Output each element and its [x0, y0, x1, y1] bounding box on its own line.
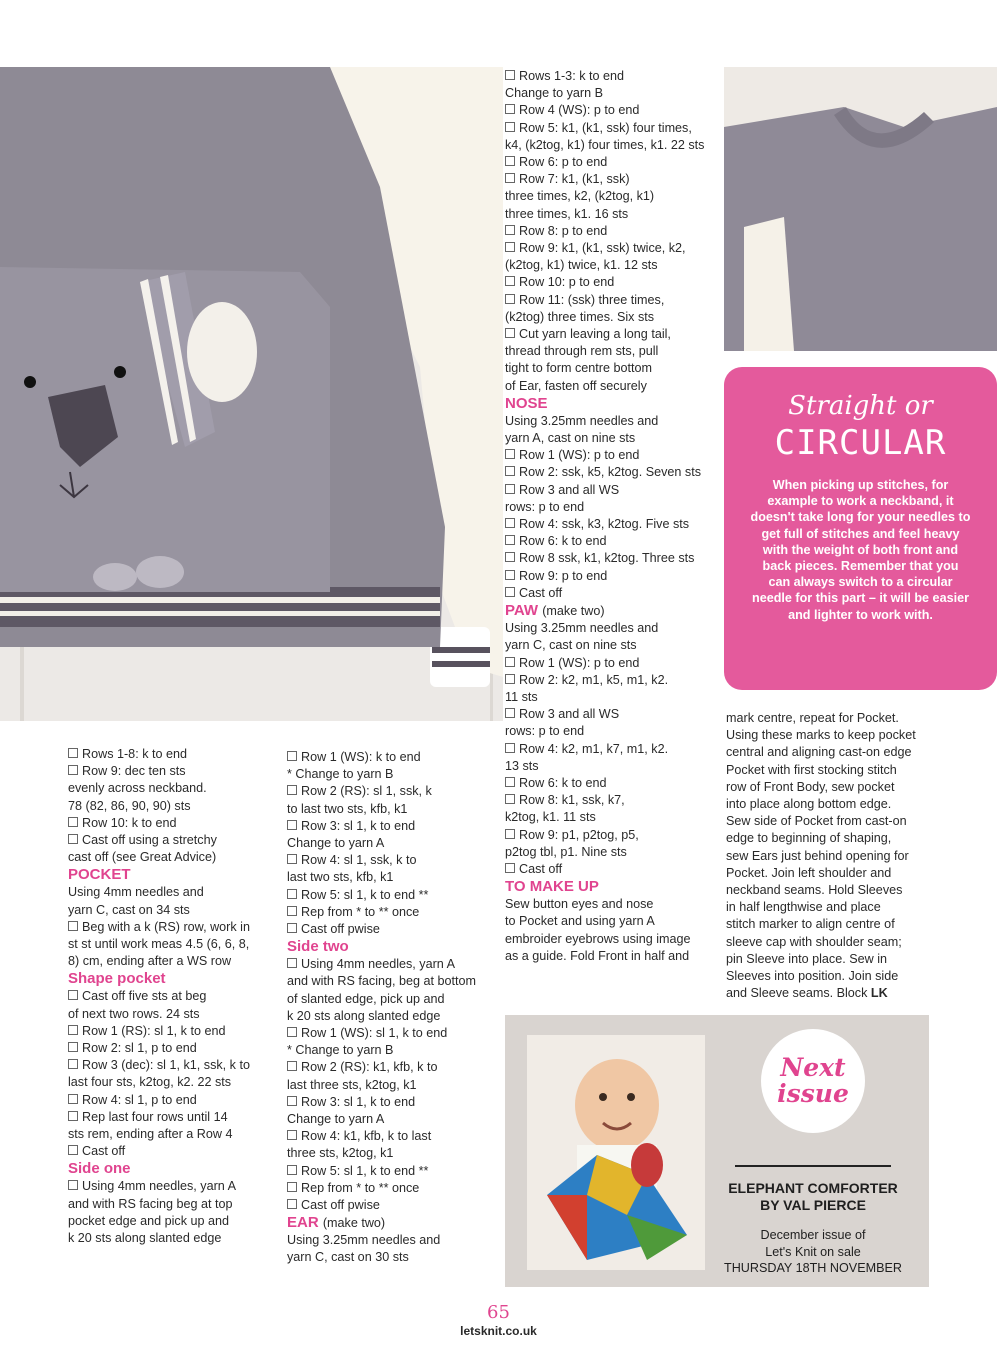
- pattern-line: * Change to yarn B: [287, 767, 394, 782]
- checkbox-icon: [505, 674, 515, 684]
- checkbox-icon: [505, 449, 515, 459]
- pattern-line: Using these marks to keep pocket: [726, 728, 916, 743]
- side-one-heading: Side one: [68, 1160, 131, 1178]
- checkbox-icon: [505, 552, 515, 562]
- checkbox-icon: [68, 1180, 78, 1190]
- checkbox-icon: [68, 748, 78, 758]
- pattern-line: Cast off pwise: [287, 1197, 499, 1214]
- checkbox-icon: [505, 242, 515, 252]
- pattern-line: Rep from * to ** once: [287, 904, 499, 921]
- checkbox-icon: [68, 1025, 78, 1035]
- pattern-line: Pocket. Join left shoulder and: [726, 865, 892, 880]
- pattern-line: Row 11: (ssk) three times,: [505, 292, 721, 309]
- checkbox-icon: [505, 743, 515, 753]
- pattern-line: Sew button eyes and nose: [505, 897, 654, 912]
- checkbox-icon: [505, 794, 515, 804]
- sign-off: LK: [867, 986, 888, 1001]
- checkbox-icon: [505, 484, 515, 494]
- pattern-line: three times, k1. 16 sts: [505, 206, 629, 221]
- pattern-line: Row 9: dec ten sts: [68, 763, 278, 780]
- pattern-line: tight to form centre bottom: [505, 361, 652, 376]
- pattern-line: Row 4: sl 1, ssk, k to: [287, 852, 499, 869]
- tip-box: [724, 367, 997, 690]
- pattern-line: k2tog, k1. 11 sts: [505, 810, 596, 825]
- checkbox-icon: [68, 921, 78, 931]
- checkbox-icon: [287, 906, 297, 916]
- pattern-line: cast off (see Great Advice): [68, 850, 217, 865]
- pattern-line: Using 4mm needles and: [68, 885, 204, 900]
- checkbox-icon: [505, 587, 515, 597]
- pattern-line: as a guide. Fold Front in half and: [505, 948, 690, 963]
- pattern-line: Row 2: sl 1, p to end: [68, 1040, 278, 1057]
- checkbox-icon: [505, 777, 515, 787]
- side-two-heading: Side two: [287, 938, 349, 956]
- promo-divider: [735, 1165, 891, 1167]
- checkbox-icon: [68, 990, 78, 1000]
- pattern-line: Cast off pwise: [287, 921, 499, 938]
- paw-heading: PAW (make two): [505, 602, 605, 620]
- pattern-line: mark centre, repeat for Pocket.: [726, 711, 899, 725]
- checkbox-icon: [287, 1199, 297, 1209]
- checkbox-icon: [505, 570, 515, 580]
- pattern-line: k4, (k2tog, k1) four times, k1. 22 sts: [505, 137, 705, 152]
- pattern-line: Row 1 (WS): k to end: [287, 749, 499, 766]
- site-url: letsknit.co.uk: [460, 1324, 537, 1338]
- pattern-line: Cast off: [505, 861, 721, 878]
- pattern-line: 13 sts: [505, 758, 539, 773]
- pattern-column-3: [505, 68, 721, 965]
- pattern-line: Using 4mm needles, yarn A: [287, 956, 499, 973]
- checkbox-icon: [505, 122, 515, 132]
- pattern-line: 78 (82, 86, 90, 90) sts: [68, 798, 191, 813]
- checkbox-icon: [505, 708, 515, 718]
- pattern-column-4: [726, 710, 956, 1002]
- checkbox-icon: [505, 829, 515, 839]
- checkbox-icon: [505, 518, 515, 528]
- pattern-line: st st until work meas 4.5 (6, 6, 8,: [68, 937, 250, 952]
- pattern-line: yarn A, cast on nine sts: [505, 431, 636, 446]
- checkbox-icon: [505, 225, 515, 235]
- pocket-heading: POCKET: [68, 866, 131, 884]
- checkbox-icon: [287, 751, 297, 761]
- pattern-line: Row 5: sl 1, k to end **: [287, 1163, 499, 1180]
- checkbox-icon: [68, 1111, 78, 1121]
- pattern-line: Row 3 (dec): sl 1, k1, ssk, k to: [68, 1057, 278, 1074]
- checkbox-icon: [287, 1165, 297, 1175]
- pattern-line: yarn C, cast on nine sts: [505, 638, 637, 653]
- pattern-line: Row 4: sl 1, p to end: [68, 1092, 278, 1109]
- checkbox-icon: [68, 765, 78, 775]
- next-issue-details: December issue of Let's Knit on sale THURSDAY 18TH NOVEMBER: [724, 1228, 902, 1275]
- pattern-line: Row 10: k to end: [68, 815, 278, 832]
- pattern-line: Using 3.25mm needles and: [287, 1233, 441, 1248]
- koala-sweater-photo: [0, 67, 503, 721]
- pattern-line: Rep last four rows until 14: [68, 1109, 278, 1126]
- ear-heading: EAR (make two): [287, 1214, 386, 1232]
- pattern-line: pin Sleeve into place. Sew in: [726, 951, 888, 966]
- pattern-line: yarn C, cast on 34 sts: [68, 902, 190, 917]
- checkbox-icon: [287, 1061, 297, 1071]
- pattern-line: yarn C, cast on 30 sts: [287, 1250, 409, 1265]
- checkbox-icon: [68, 1145, 78, 1155]
- pattern-line: of next two rows. 24 sts: [68, 1006, 200, 1021]
- checkbox-icon: [287, 1096, 297, 1106]
- pattern-line: Row 5: k1, (k1, ssk) four times,: [505, 120, 721, 137]
- pattern-line: Row 6: p to end: [505, 154, 721, 171]
- pattern-line: Row 10: p to end: [505, 274, 721, 291]
- pattern-line: row of Front Body, sew pocket: [726, 779, 895, 794]
- pattern-line: sts rem, ending after a Row 4: [68, 1127, 233, 1142]
- checkbox-icon: [287, 958, 297, 968]
- pattern-line: central and aligning cast-on edge: [726, 745, 912, 760]
- pattern-line: pocket edge and pick up and: [68, 1213, 230, 1228]
- pattern-line: 11 sts: [505, 689, 538, 704]
- checkbox-icon: [287, 1182, 297, 1192]
- pattern-line: Rows 1-8: k to end: [68, 746, 278, 763]
- pattern-line: Beg with a k (RS) row, work in: [68, 919, 278, 936]
- pattern-line: Change to yarn A: [287, 836, 385, 851]
- checkbox-icon: [505, 173, 515, 183]
- pattern-line: Pocket with first stocking stitch: [726, 762, 897, 777]
- page-number: 65: [487, 1302, 510, 1323]
- tip-title-1: Straight or: [788, 391, 933, 421]
- pattern-line: to last two sts, kfb, k1: [287, 801, 408, 816]
- checkbox-icon: [505, 535, 515, 545]
- pattern-line: Row 1 (WS): sl 1, k to end: [287, 1025, 499, 1042]
- next-issue-title: ELEPHANT COMFORTER BY VAL PIERCE: [728, 1180, 898, 1213]
- pattern-line: Row 4: ssk, k3, k2tog. Five sts: [505, 516, 721, 533]
- checkbox-icon: [287, 785, 297, 795]
- pattern-line: Row 1 (WS): p to end: [505, 447, 721, 464]
- pattern-column-2: [287, 749, 499, 1267]
- pattern-line: Row 3 and all WS: [505, 706, 721, 723]
- pattern-line: three sts, k2tog, k1: [287, 1146, 394, 1161]
- checkbox-icon: [505, 104, 515, 114]
- pattern-line: rows: p to end: [505, 499, 585, 514]
- pattern-line: and with RS facing beg at top: [68, 1196, 233, 1211]
- pattern-line: Rows 1-3: k to end: [505, 68, 721, 85]
- checkbox-icon: [287, 1130, 297, 1140]
- pattern-line: last two sts, kfb, k1: [287, 870, 394, 885]
- pattern-line: Cast off: [505, 585, 721, 602]
- pattern-column-1: [68, 746, 278, 1247]
- pattern-line: Row 9: p to end: [505, 568, 721, 585]
- pattern-line: Row 8: k1, ssk, k7,: [505, 792, 721, 809]
- pattern-line: Change to yarn B: [505, 86, 604, 101]
- pattern-line: Cast off five sts at beg: [68, 988, 278, 1005]
- pattern-line: of Ear, fasten off securely: [505, 378, 647, 393]
- next-issue-badge: Next issue: [761, 1029, 865, 1133]
- make-up-heading: TO MAKE UP: [505, 878, 599, 896]
- pattern-line: Row 3 and all WS: [505, 482, 721, 499]
- pattern-line: to Pocket and using yarn A: [505, 914, 655, 929]
- pattern-line: Row 4 (WS): p to end: [505, 102, 721, 119]
- checkbox-icon: [505, 466, 515, 476]
- pattern-line: evenly across neckband.: [68, 781, 207, 796]
- checkbox-icon: [68, 1059, 78, 1069]
- checkbox-icon: [287, 889, 297, 899]
- neckband-detail-photo: [724, 67, 997, 351]
- pattern-line: Using 4mm needles, yarn A: [68, 1178, 278, 1195]
- pattern-line: Using 3.25mm needles and: [505, 413, 659, 428]
- pattern-line: (k2tog) three times. Six sts: [505, 309, 655, 324]
- pattern-line: Row 3: sl 1, k to end: [287, 1094, 499, 1111]
- pattern-line: of slanted edge, pick up and: [287, 991, 445, 1006]
- checkbox-icon: [505, 863, 515, 873]
- pattern-line: Row 5: sl 1, k to end **: [287, 887, 499, 904]
- pattern-line: Row 1 (WS): p to end: [505, 655, 721, 672]
- checkbox-icon: [68, 834, 78, 844]
- checkbox-icon: [505, 70, 515, 80]
- pattern-line: sew Ears just behind opening for: [726, 848, 909, 863]
- pattern-line: Cast off: [68, 1143, 278, 1160]
- pattern-line: p2tog tbl, p1. Nine sts: [505, 844, 627, 859]
- nose-heading: NOSE: [505, 394, 548, 412]
- pattern-line: Row 8: p to end: [505, 223, 721, 240]
- checkbox-icon: [505, 156, 515, 166]
- pattern-line: edge to beginning of shaping,: [726, 831, 892, 846]
- checkbox-icon: [287, 820, 297, 830]
- pattern-line: Change to yarn A: [287, 1112, 385, 1127]
- pattern-line: Row 2: ssk, k5, k2tog. Seven sts: [505, 464, 721, 481]
- checkbox-icon: [68, 1094, 78, 1104]
- pattern-line: k 20 sts along slanted edge: [287, 1008, 441, 1023]
- pattern-line: neckband seams. Hold Sleeves: [726, 883, 903, 898]
- pattern-line: last three sts, k2tog, k1: [287, 1077, 417, 1092]
- pattern-line: Sew side of Pocket from cast-on: [726, 814, 907, 829]
- pattern-line: and with RS facing, beg at bottom: [287, 974, 477, 989]
- baby-elephant-comforter-photo: [527, 1035, 705, 1270]
- checkbox-icon: [68, 817, 78, 827]
- checkbox-icon: [287, 923, 297, 933]
- pattern-line: thread through rem sts, pull: [505, 344, 659, 359]
- checkbox-icon: [505, 276, 515, 286]
- pattern-line: stitch marker to align centre of: [726, 917, 895, 932]
- pattern-line: embroider eyebrows using image: [505, 931, 691, 946]
- pattern-line: Row 2 (RS): sl 1, ssk, k: [287, 783, 499, 800]
- pattern-line: into place along bottom edge.: [726, 797, 892, 812]
- pattern-line: Row 2 (RS): k1, kfb, k to: [287, 1059, 499, 1076]
- checkbox-icon: [287, 854, 297, 864]
- shape-pocket-heading: Shape pocket: [68, 970, 166, 988]
- pattern-line: Row 6: k to end: [505, 775, 721, 792]
- tip-body: When picking up stitches, for example to work a neckband, it doesn't take long for your needles to get full of stitches and feel heavy with the weight of both front and back pieces. Remember that you can always switch to a circular needle for this part – it will be easier and lighter to work with.: [750, 478, 971, 622]
- pattern-line: (k2tog, k1) twice, k1. 12 sts: [505, 258, 658, 273]
- pattern-line: Row 6: k to end: [505, 533, 721, 550]
- pattern-line: Row 7: k1, (k1, ssk): [505, 171, 721, 188]
- tip-title-2: CIRCULAR: [774, 423, 947, 463]
- checkbox-icon: [505, 328, 515, 338]
- pattern-line: 8) cm, ending after a WS row: [68, 954, 232, 969]
- pattern-line: k 20 sts along slanted edge: [68, 1231, 222, 1246]
- pattern-line: Row 9: p1, p2tog, p5,: [505, 827, 721, 844]
- pattern-line: Using 3.25mm needles and: [505, 621, 659, 636]
- pattern-line: last four sts, k2tog, k2. 22 sts: [68, 1075, 232, 1090]
- pattern-line: Sleeves into position. Join side: [726, 969, 899, 984]
- pattern-line: and Sleeve seams. Block LK: [726, 986, 888, 1001]
- pattern-line: three times, k2, (k2tog, k1): [505, 189, 655, 204]
- checkbox-icon: [68, 1042, 78, 1052]
- pattern-line: Row 8 ssk, k1, k2tog. Three sts: [505, 550, 721, 567]
- checkbox-icon: [505, 657, 515, 667]
- pattern-line: Row 4: k2, m1, k7, m1, k2.: [505, 741, 721, 758]
- pattern-line: Row 1 (RS): sl 1, k to end: [68, 1023, 278, 1040]
- checkbox-icon: [287, 1027, 297, 1037]
- checkbox-icon: [505, 294, 515, 304]
- pattern-line: Row 9: k1, (k1, ssk) twice, k2,: [505, 240, 721, 257]
- next-issue-promo: [505, 1015, 929, 1287]
- pattern-line: Row 2: k2, m1, k5, m1, k2.: [505, 672, 721, 689]
- pattern-line: sleeve cap with shoulder seam;: [726, 934, 902, 949]
- pattern-line: Row 3: sl 1, k to end: [287, 818, 499, 835]
- pattern-line: Cast off using a stretchy: [68, 832, 278, 849]
- pattern-line: in half lengthwise and place: [726, 900, 881, 915]
- pattern-line: * Change to yarn B: [287, 1043, 394, 1058]
- pattern-line: Cut yarn leaving a long tail,: [505, 326, 721, 343]
- pattern-line: Rep from * to ** once: [287, 1180, 499, 1197]
- pattern-line: Row 4: k1, kfb, k to last: [287, 1128, 499, 1145]
- pattern-line: rows: p to end: [505, 724, 585, 739]
